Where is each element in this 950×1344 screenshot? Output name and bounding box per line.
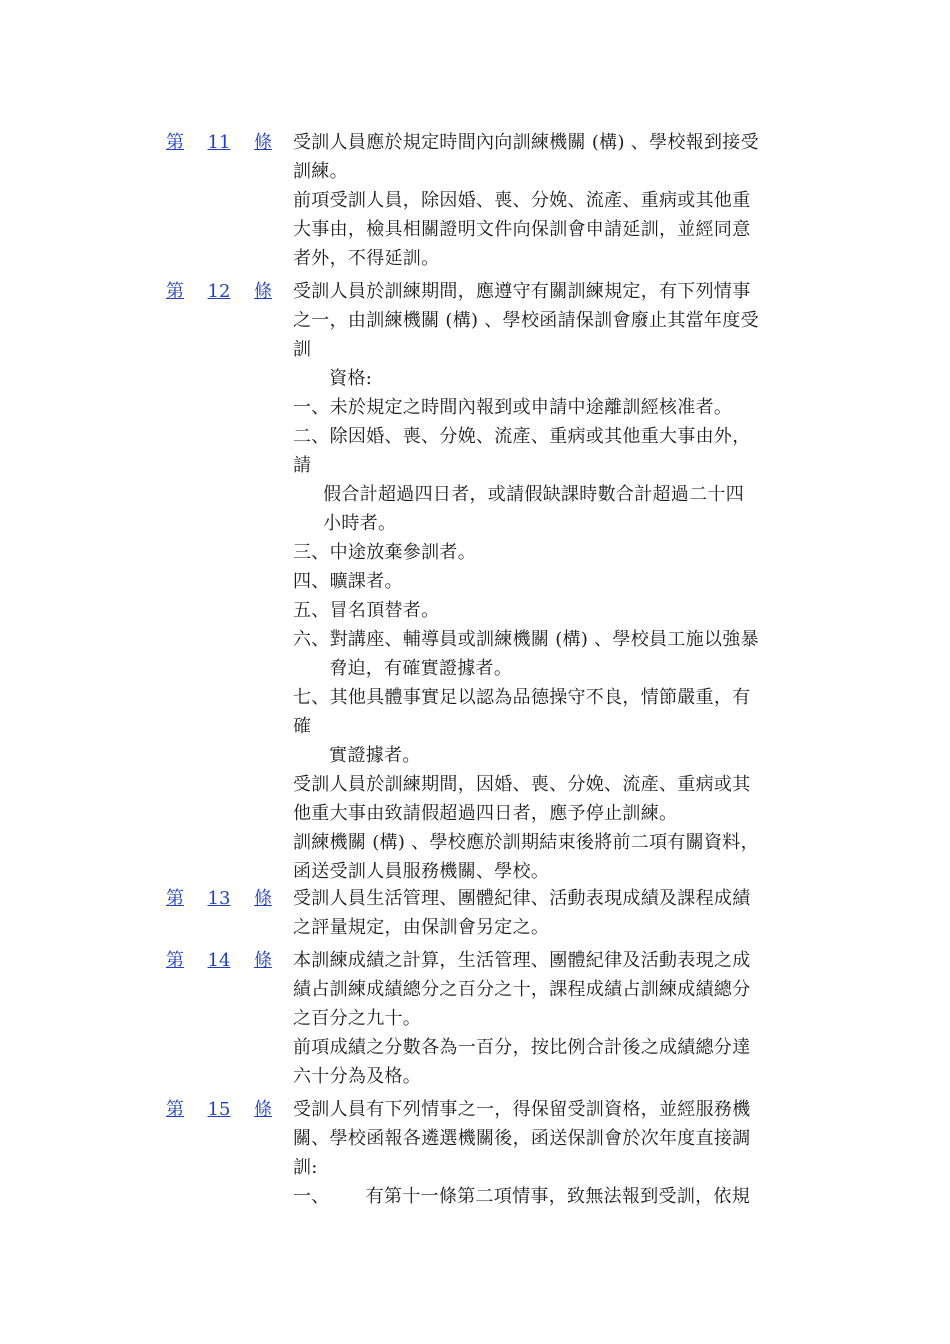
article-suffix: 條 (254, 888, 272, 909)
article-line: 三、中途放棄參訓者。 (293, 542, 476, 563)
article-line: 資格: (293, 368, 373, 389)
article-prefix: 第 (166, 132, 184, 153)
article-line: 脅迫，有確實證據者。 (293, 658, 513, 679)
article-15-link[interactable] (166, 1095, 272, 1124)
article-line: 四、曠課者。 (293, 571, 403, 592)
article-line: 受訓人員於訓練期間，因婚、喪、分娩、流產、重病或其 (293, 774, 751, 795)
article-line: 七、其他具體事實足以認為品德操守不良，情節嚴重，有 (293, 687, 751, 708)
article-line: 小時者。 (293, 513, 397, 534)
article-line: 假合計超過四日者，或請假缺課時數合計超過二十四 (293, 484, 745, 505)
article-line: 一、 有第十一條第二項情事，致無法報到受訓，依規 (293, 1186, 751, 1207)
article-line: 之評量規定，由保訓會另定之。 (293, 917, 550, 938)
article-line: 函送受訓人員服務機關、學校。 (293, 861, 550, 882)
article-prefix: 第 (166, 281, 184, 302)
article-line: 訓練。 (293, 161, 348, 182)
article-line: 五、冒名頂替者。 (293, 600, 440, 621)
article-line: 關、學校函報各遴選機關後，函送保訓會於次年度直接調 (293, 1128, 751, 1149)
article-line: 大事由，檢具相關證明文件向保訓會申請延訓，並經同意 (293, 219, 751, 240)
article-line: 訓練機關 (構) 、學校應於訓期結束後將前二項有關資料， (293, 832, 759, 853)
article-12-link[interactable] (166, 277, 272, 306)
article-line: 受訓人員生活管理、團體紀律、活動表現成績及課程成績 (293, 888, 751, 909)
article-number: 15 (207, 1099, 231, 1120)
article-line: 績占訓練成績總分之百分之十，課程成績占訓練成績總分 (293, 979, 751, 1000)
article-line: 確 (293, 716, 312, 737)
article-line: 前項受訓人員，除因婚、喪、分娩、流產、重病或其他重 (293, 190, 751, 211)
article-prefix: 第 (166, 1099, 184, 1120)
article-14-body (293, 946, 785, 1091)
article-line: 本訓練成績之計算，生活管理、團體紀律及活動表現之成 (293, 950, 751, 971)
article-line: 訓 (293, 339, 312, 360)
article-number: 13 (207, 888, 231, 909)
article-12-body (293, 277, 785, 886)
article-number: 12 (207, 281, 231, 302)
article-line: 一、未於規定之時間內報到或申請中途離訓經核准者。 (293, 397, 733, 418)
article-line: 訓: (293, 1157, 318, 1178)
article-line: 六、對講座、輔導員或訓練機關 (構) 、學校員工施以強暴 (293, 629, 759, 650)
article-line: 之百分之九十。 (293, 1008, 422, 1029)
article-line: 請 (293, 455, 312, 476)
article-suffix: 條 (254, 1099, 272, 1120)
article-13-body (293, 884, 785, 942)
article-line: 他重大事由致請假超過四日者，應予停止訓練。 (293, 803, 678, 824)
article-line: 受訓人員應於規定時間內向訓練機關 (構) 、學校報到接受 (293, 132, 759, 153)
article-line: 二、除因婚、喪、分娩、流產、重病或其他重大事由外， (293, 426, 751, 447)
article-line: 者外，不得延訓。 (293, 248, 440, 269)
article-14-link[interactable] (166, 946, 272, 975)
article-line: 前項成績之分數各為一百分，按比例合計後之成績總分達 (293, 1037, 751, 1058)
article-line: 六十分為及格。 (293, 1066, 422, 1087)
article-suffix: 條 (254, 950, 272, 971)
article-line: 受訓人員於訓練期間，應遵守有關訓練規定，有下列情事 (293, 281, 751, 302)
article-13-link[interactable] (166, 884, 272, 913)
article-11-link[interactable] (166, 128, 272, 157)
article-number: 11 (207, 132, 231, 153)
article-line: 之一，由訓練機關 (構) 、學校函請保訓會廢止其當年度受 (293, 310, 759, 331)
article-15-body (293, 1095, 785, 1211)
article-11-body (293, 128, 785, 273)
article-suffix: 條 (254, 132, 272, 153)
article-number: 14 (207, 950, 231, 971)
article-line: 受訓人員有下列情事之一，得保留受訓資格，並經服務機 (293, 1099, 751, 1120)
article-prefix: 第 (166, 950, 184, 971)
article-line: 實證據者。 (293, 745, 421, 766)
article-suffix: 條 (254, 281, 272, 302)
article-prefix: 第 (166, 888, 184, 909)
